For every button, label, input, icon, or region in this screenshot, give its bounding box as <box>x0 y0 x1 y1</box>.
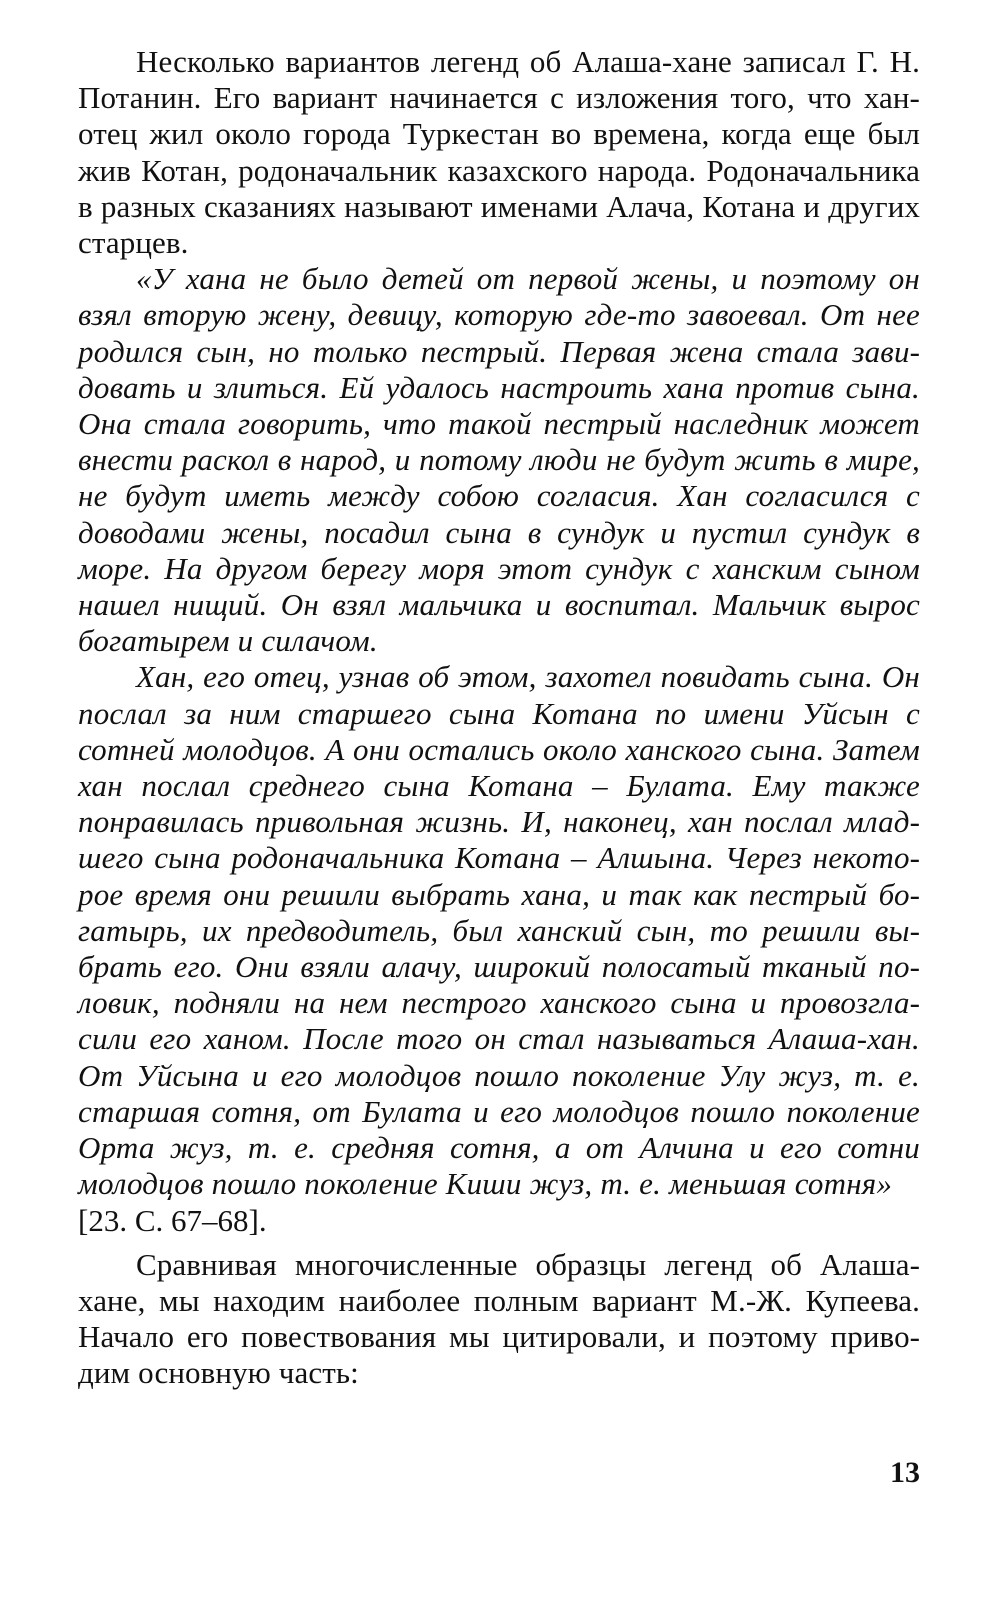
page-text <box>78 44 920 1392</box>
paragraph-intro: Несколько вариантов легенд об Алаша-хане записал Г. Н. Потанин. Его вариант начинается с изложения того, что хан-отец жил около города Туркестан во времена, когда еще был жив Котан, родоначальник казахского народа. Родоначальника в разных сказаниях называют именами Алача, Котана и других старцев. <box>78 44 920 261</box>
page-number: 13 <box>890 1456 920 1489</box>
paragraph-quote-1: «У хана не было детей от первой жены, и поэтому он взял вторую жену, девицу, которую где-то завоевал. От нее родился сын, но только пестрый. Первая жена стала завидовать и злиться. Ей удалось настроить хана против сына. Она стала говорить, что такой пестрый наследник может внести раскол в народ, и потому люди не будут жить в мире, не будут иметь между собою согласия. Хан согласился с доводами жены, посадил сына в сундук и пустил сундук в море. На другом берегу моря этот сундук с ханским сыном нашел нищий. Он взял мальчика и воспитал. Мальчик вырос богатырем и силачом. <box>78 261 920 659</box>
paragraph-quote-2: Хан, его отец, узнав об этом, захотел повидать сына. Он послал за ним старшего сына Котана по имени Уйсын с сотней молодцов. А они остались около ханского сына. Затем хан послал среднего сына Котана – Булата. Ему также понравилась привольная жизнь. И, наконец, хан послал младшего сына родоначальника Котана – Алшына. Через некоторое время они решили выбрать хана, и так как пестрый богатырь, их предводитель, был ханский сын, то решили выбрать его. Они взяли алачу, широкий полосатый тканый половик, подняли на нем пестрого ханского сына и провозгласили его ханом. После того он стал называться Алаша-хан. От Уйсына и его молодцов пошло поколение Улу жуз, т. е. старшая сотня, от Булата и его молодцов пошло поколение Орта жуз, т. е. средняя сотня, а от Алчина и его сотни молодцов пошло поколение Киши жуз, т. е. меньшая сотня» <box>78 659 920 1202</box>
citation-reference: [23. С. 67–68]. <box>78 1202 267 1238</box>
paragraph-closing: Сравнивая многочисленные образцы легенд об Алашахане, мы находим наиболее полным вариант М.-Ж. Купеева. Начало его повествования мы цитировали, и поэтому приводим основную часть: <box>78 1246 920 1391</box>
